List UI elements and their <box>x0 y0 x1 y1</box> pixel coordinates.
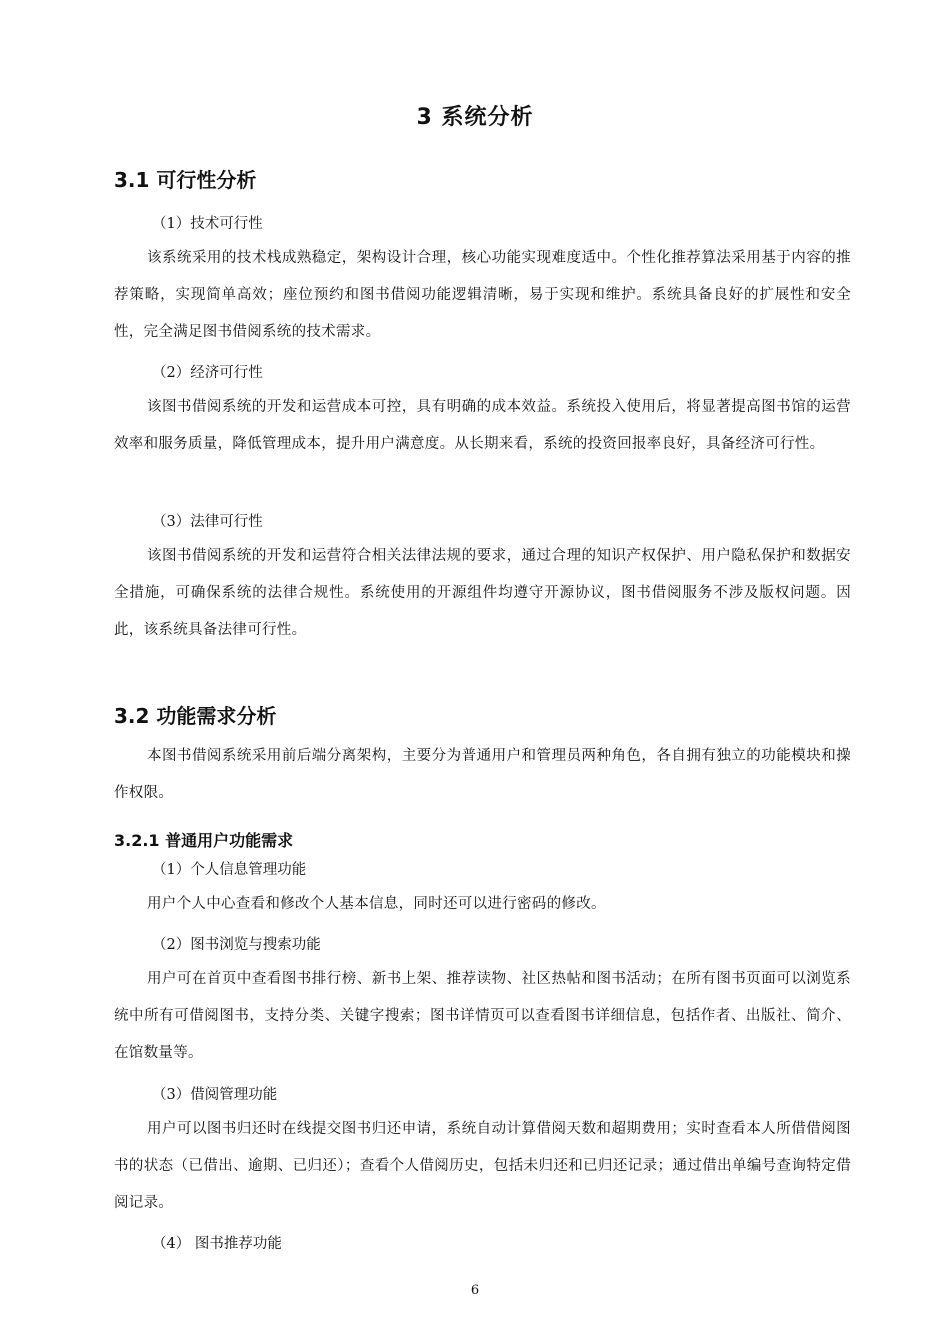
item-technical-feasibility: （1）技术可行性 <box>152 216 263 232</box>
chapter-title: 3 系统分析 <box>416 105 534 130</box>
subsection-heading-user-requirements: 3.2.1 普通用户功能需求 <box>114 831 294 850</box>
paragraph-technical-feasibility: 该系统采用的技术栈成熟稳定，架构设计合理，核心功能实现难度适中。个性化推荐算法采用基于内容的推荐策略，实现简单高效；座位预约和图书借阅功能逻辑清晰，易于实现和维护。系统具备良好的扩展性和安全性，完全满足图书借阅系统的技术需求。 <box>114 250 851 340</box>
item-economic-feasibility: （2）经济可行性 <box>152 365 263 381</box>
paragraph-economic-feasibility: 该图书借阅系统的开发和运营成本可控，具有明确的成本效益。系统投入使用后，将显著提高图书馆的运营效率和服务质量，降低管理成本，提升用户满意度。从长期来看，系统的投资回报率良好，具备经济可行性。 <box>114 399 851 452</box>
item-personal-info: （1）个人信息管理功能 <box>152 862 307 878</box>
paragraph-personal-info: 用户个人中心查看和修改个人基本信息，同时还可以进行密码的修改。 <box>147 896 606 912</box>
item-book-browse-search: （2）图书浏览与搜索功能 <box>152 937 321 953</box>
section-heading-feasibility: 3.1 可行性分析 <box>114 168 257 192</box>
paragraph-legal-feasibility: 该图书借阅系统的开发和运营符合相关法律法规的要求，通过合理的知识产权保护、用户隐私保护和数据安全措施，可确保系统的法律合规性。系统使用的开源组件均遵守开源协议，图书借阅服务不涉及版权问题。因此，该系统具备法律可行性。 <box>114 548 851 638</box>
paragraph-book-browse-search: 用户可在首页中查看图书排行榜、新书上架、推荐读物、社区热帖和图书活动；在所有图书页面可以浏览系统中所有可借阅图书，支持分类、关键字搜索；图书详情页可以查看图书详细信息，包括作者、出版社、简介、在馆数量等。 <box>114 971 851 1061</box>
item-borrow-management: （3）借阅管理功能 <box>152 1087 278 1103</box>
paragraph-architecture-intro: 本图书借阅系统采用前后端分离架构，主要分为普通用户和管理员两种角色，各自拥有独立的功能模块和操作权限。 <box>114 748 851 801</box>
paragraph-borrow-management: 用户可以图书归还时在线提交图书归还申请，系统自动计算借阅天数和超期费用；实时查看本人所借借阅图书的状态（已借出、逾期、已归还）；查看个人借阅历史，包括未归还和已归还记录；通过借出单编号查询特定借阅记录。 <box>114 1121 851 1211</box>
page-number: 6 <box>470 1283 480 1298</box>
section-heading-functional-requirements: 3.2 功能需求分析 <box>114 704 277 728</box>
item-book-recommendation: （4） 图书推荐功能 <box>152 1236 282 1252</box>
item-legal-feasibility: （3）法律可行性 <box>152 514 263 530</box>
